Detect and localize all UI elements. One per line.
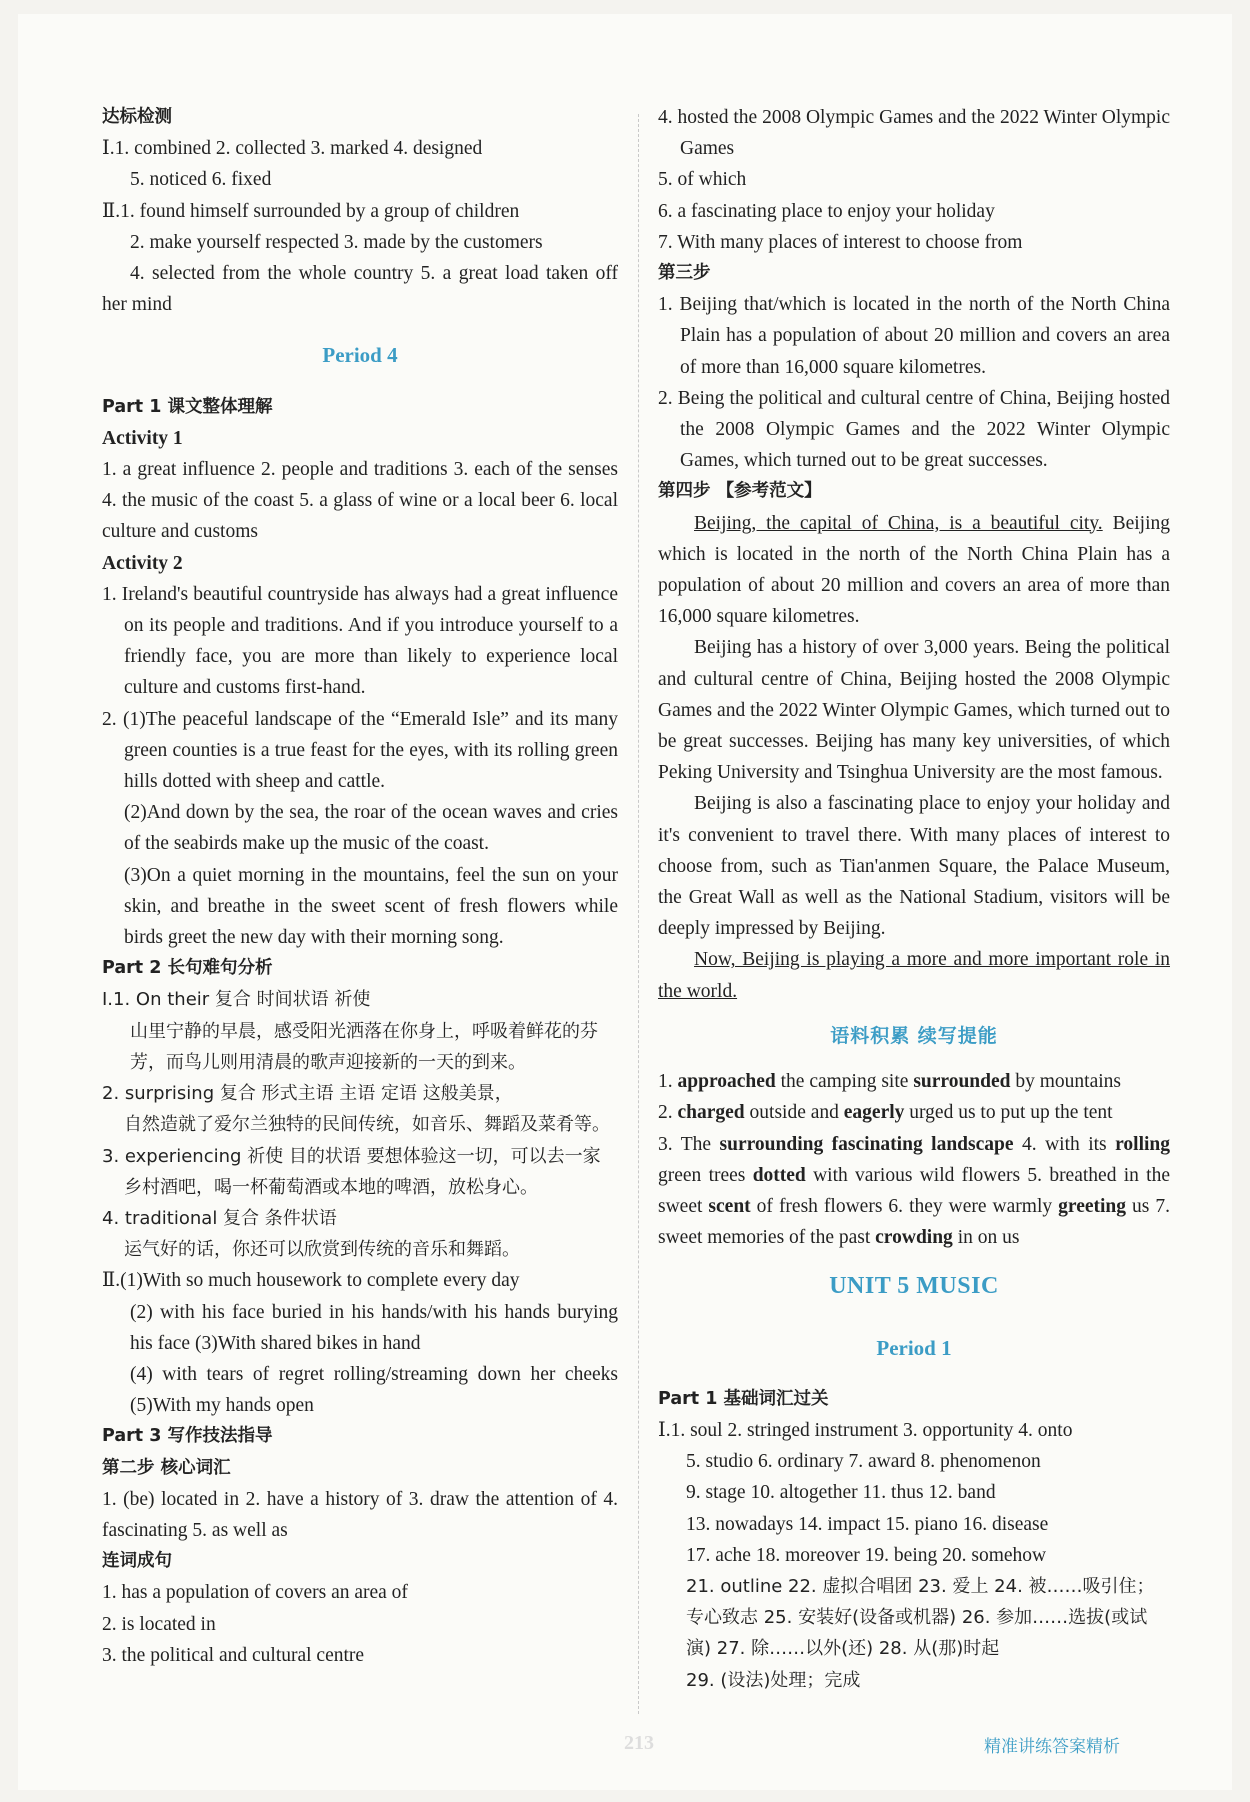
essay-paragraph: Beijing is also a fascinating place to enjoy your holiday and it's convenient to travel there. With many places of interest to choose from, such as Tian'anmen Square, the Palace Museum, the Great Wall as well as the National Stadium, visitors will be deeply impressed by Beijing. (658, 793, 1170, 940)
essay-closing-sentence: Now, Beijing is playing a more and more important role in the world. (658, 949, 1170, 1002)
answer-line: Ⅰ.1. On their 复合 时间状语 祈使 (102, 989, 371, 1011)
answer-paragraph: 1. Beijing that/which is located in the north of the North China Plain has a population of about 20 million and covers an area of more than 16,000 square kilometres. (658, 294, 1170, 378)
essay-topic-sentence: Beijing, the capital of China, is a beautiful city. (694, 512, 1103, 534)
vocab-line: 9. stage 10. altogether 11. thus 12. band (686, 1482, 996, 1504)
answer-line: 2. surprising 复合 形式主语 主语 定语 这般美景， (102, 1083, 513, 1105)
column-divider (638, 114, 639, 1714)
period-title: Period 4 (322, 343, 398, 368)
answer-line: 5. of which (658, 169, 747, 191)
answer-line: 2. is located in (102, 1613, 216, 1635)
part-heading: Part 1 课文整体理解 (102, 396, 273, 417)
part-heading: Part 1 基础词汇过关 (658, 1388, 829, 1409)
translation: 自然造就了爱尔兰独特的民间传统，如音乐、舞蹈及菜肴等。 (124, 1114, 610, 1136)
part-heading: Part 3 写作技法指导 (102, 1426, 273, 1447)
vocab-line: 13. nowadays 14. impact 15. piano 16. disease (686, 1513, 1049, 1535)
vocab-line: 29. (设法)处理；完成 (686, 1669, 861, 1691)
step-heading: 第三步 (658, 263, 711, 284)
section-heading: 达标检测 (102, 107, 172, 127)
essay-paragraph (658, 944, 1170, 1006)
vocab-line: 21. outline 22. 虚拟合唱团 23. 爱上 24. 被……吸引住；专心致志 25. 安装好(设备或机器) 26. 参加……选拔(或试演) 27. 除……以外(还) 28. 从(那)时起 (686, 1575, 1155, 1660)
answer-line: 5. noticed 6. fixed (130, 169, 272, 191)
part-heading: Part 2 长句难句分析 (102, 958, 273, 979)
answer-paragraph: 2. Being the political and cultural centre of China, Beijing hosted the 2008 Olympic Games and the 2022 Winter Olympic Games, which turned out to be great successes. (658, 387, 1170, 472)
answer-line: (2) with his face buried in his hands/with his hands burying his face (3)With shared bikes in hand (130, 1301, 618, 1354)
answer-line: Ⅱ.(1)With so much housework to complete every day (102, 1270, 520, 1292)
answer-line: 2. charged outside and eagerly urged us to put up the tent (658, 1102, 1113, 1124)
vocab-line: 17. ache 18. moreover 19. being 20. somehow (686, 1544, 1047, 1566)
vocab-line: 5. studio 6. ordinary 7. award 8. phenomenon (686, 1451, 1041, 1473)
answer-line: (4) with tears of regret rolling/streaming down her cheeks (5)With my hands open (130, 1363, 618, 1417)
page (18, 14, 1232, 1790)
unit-title: UNIT 5 MUSIC (829, 1273, 999, 1300)
answer-line: Ⅰ.1. combined 2. collected 3. marked 4. designed (102, 138, 483, 160)
vocab-line: Ⅰ.1. soul 2. stringed instrument 3. opportunity 4. onto (658, 1419, 1073, 1441)
page-number: 213 (624, 1732, 654, 1754)
answer-paragraph: 1. Ireland's beautiful countryside has always had a great influence on its people and traditions. And if you introduce yourself to a friendly face, you are more than likely to experience local culture and customs first-hand. (102, 583, 618, 699)
right-column (658, 102, 1170, 1696)
essay-paragraph: Beijing has a history of over 3,000 years. Being the political and cultural centre of China, Beijing hosted the 2008 Olympic Games and the 2022 Winter Olympic Games, which turned out to be great successes. Beijing has many key universities, of which Peking University and Tsinghua University are the most famous. (658, 637, 1170, 784)
essay-paragraph: Beijing, the capital of China, is a beautiful city. Beijing which is located in the north of the North China Plain has a population of about 20 million and covers an area of more than 16,000 square kilometres. (658, 512, 1170, 628)
answer-paragraph: 1. (be) located in 2. have a history of 3. draw the attention of 4. fascinating 5. as well as (102, 1488, 618, 1541)
answer-line: 6. a fascinating place to enjoy your holiday (658, 200, 995, 222)
activity-heading: Activity 1 (102, 427, 183, 449)
activity-heading: Activity 2 (102, 552, 183, 574)
answer-line: 4. selected from the whole country 5. a great load taken off her mind (102, 263, 618, 316)
footer-label: 精准讲练答案精析 (984, 1737, 1120, 1757)
answer-paragraph: 1. a great influence 2. people and traditions 3. each of the senses 4. the music of the coast 5. a glass of wine or a local beer 6. local culture and customs (102, 459, 618, 543)
yuliao-heading: 语料积累 续写提能 (830, 1024, 998, 1047)
step-heading: 第二步 核心词汇 (102, 1457, 231, 1478)
step-heading: 第四步 【参考范文】 (658, 481, 822, 502)
period-title: Period 1 (876, 1335, 952, 1360)
answer-paragraph: 2. (1)The peaceful landscape of the “Emerald Isle” and its many green counties is a true feast for the eyes, with its rolling green hills dotted with sheep and cattle. (102, 708, 618, 793)
answer-line: 2. make yourself respected 3. made by the customers (130, 231, 543, 253)
translation: 运气好的话，你还可以欣赏到传统的音乐和舞蹈。 (124, 1239, 520, 1261)
section-heading: 连词成句 (102, 1551, 172, 1572)
answer-line: 1. has a population of covers an area of (102, 1582, 408, 1604)
answer-line: 1. approached the camping site surrounded by mountains (658, 1071, 1121, 1093)
answer-line: Ⅱ.1. found himself surrounded by a group of children (102, 200, 520, 222)
translation: 山里宁静的早晨，感受阳光洒落在你身上，呼吸着鲜花的芬芳，而鸟儿则用清晨的歌声迎接新的一天的到来。 (130, 1020, 598, 1073)
answer-line: 4. hosted the 2008 Olympic Games and the 2022 Winter Olympic Games (658, 107, 1170, 160)
answer-paragraph: (3)On a quiet morning in the mountains, feel the sun on your skin, and breathe in the sweet scent of fresh flowers while birds greet the new day with their morning song. (124, 864, 618, 949)
answer-paragraph: 3. The surrounding fascinating landscape 4. with its rolling green trees dotted with various wild flowers 5. breathed in the sweet scent of fresh flowers 6. they were warmly greeting us 7. sweet memories of the past crowding in on us (658, 1133, 1171, 1249)
answer-line: 3. experiencing 祈使 目的状语 要想体验这一切，可以去一家乡村酒吧，喝一杯葡萄酒或本地的啤酒，放松身心。 (102, 1145, 601, 1198)
left-column (102, 102, 618, 1671)
answer-line: 7. With many places of interest to choose from (658, 231, 1023, 253)
answer-paragraph: (2)And down by the sea, the roar of the ocean waves and cries of the seabirds make up the music of the coast. (124, 802, 618, 855)
answer-line: 3. the political and cultural centre (102, 1644, 365, 1666)
answer-line: 4. traditional 复合 条件状语 (102, 1207, 337, 1229)
